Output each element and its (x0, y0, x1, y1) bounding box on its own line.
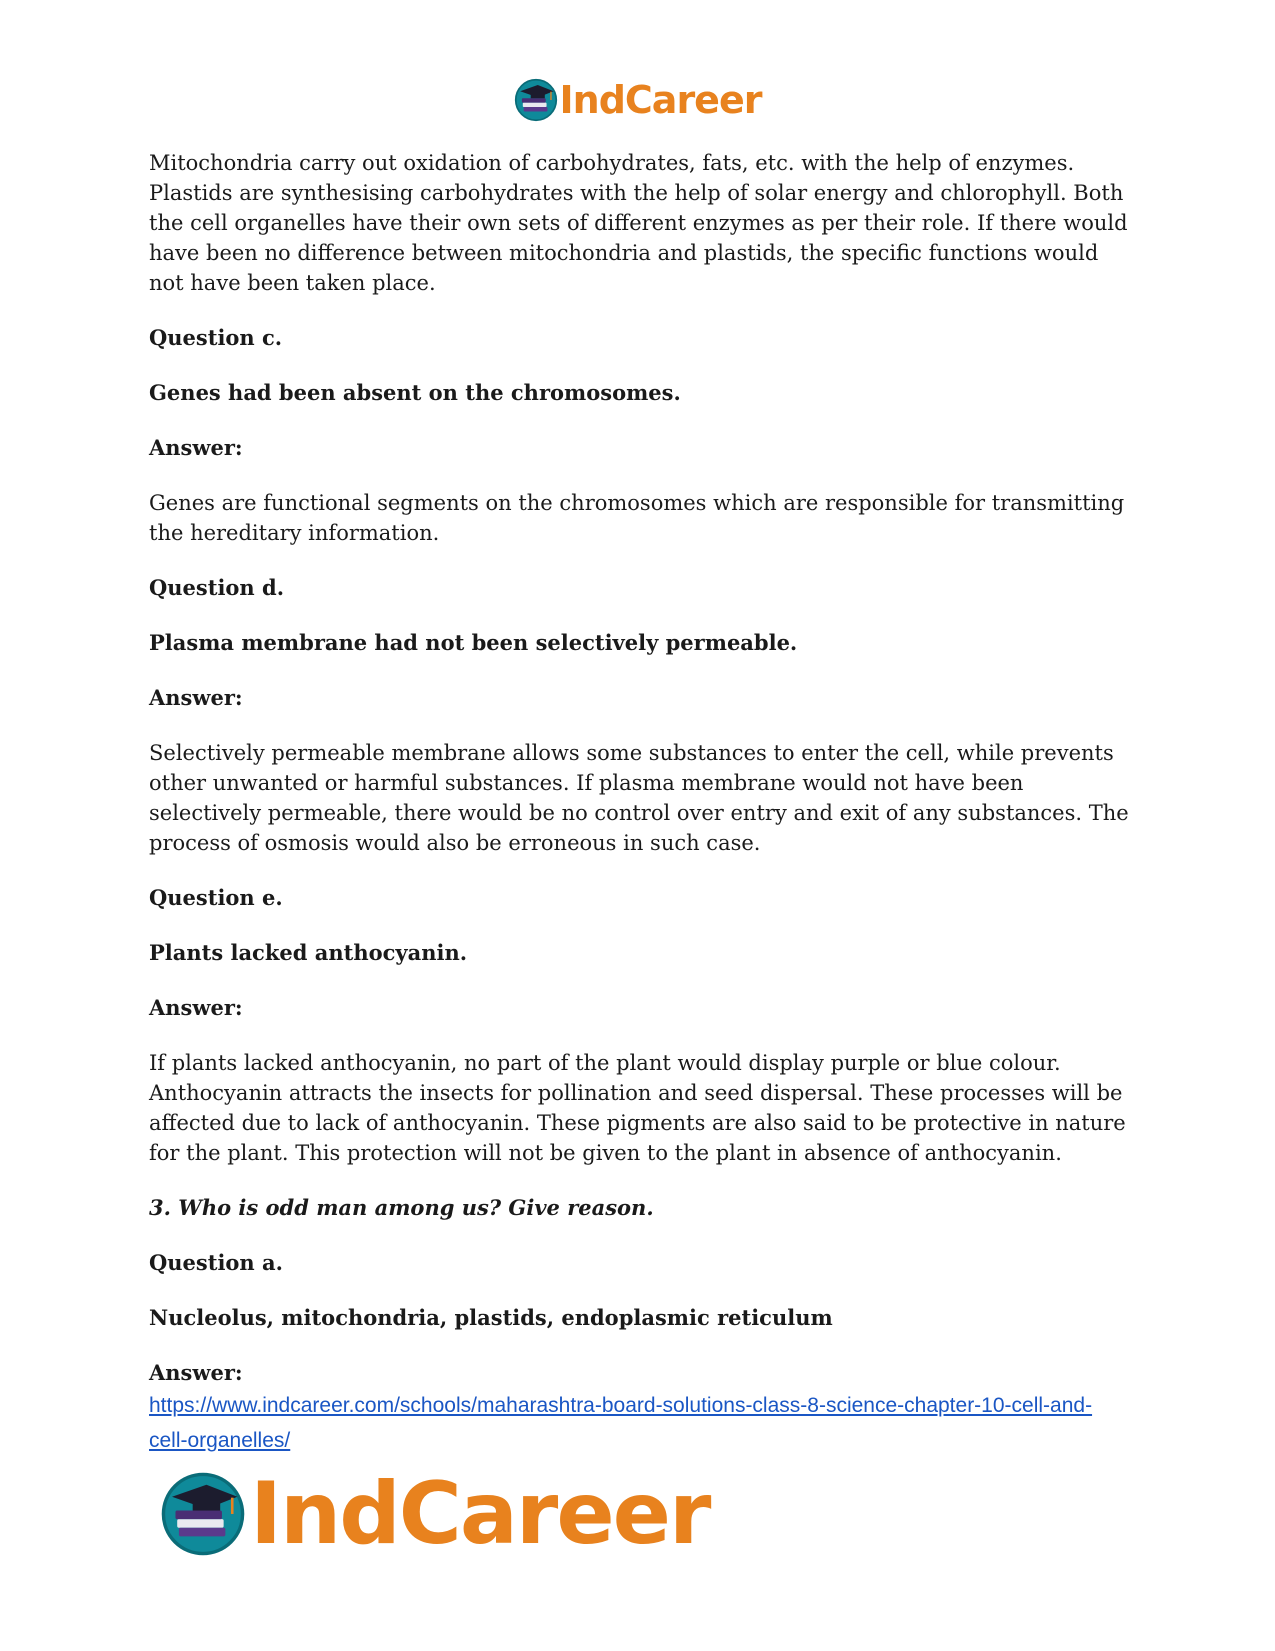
answer-label: Answer: (149, 435, 243, 460)
logo-wordmark: IndCareer (559, 78, 762, 122)
header-logo (0, 78, 1275, 122)
question-text: Plants lacked anthocyanin. (149, 940, 468, 965)
graduation-cap-book-icon (514, 78, 558, 122)
indcareer-logo (514, 78, 762, 122)
graduation-cap-book-icon (160, 1471, 246, 1557)
answer-label: Answer: (149, 685, 243, 710)
document-body (149, 148, 1129, 1458)
question-label: Question c. (149, 325, 283, 350)
source-link[interactable]: https://www.indcareer.com/schools/maharashtra-board-solutions-class-8-science-chapter-10-cell-and-cell-organelles/ (149, 1394, 1093, 1452)
question-text: Plasma membrane had not been selectively permeable. (149, 630, 798, 655)
answer-text: Selectively permeable membrane allows some substances to enter the cell, while prevents other unwanted or harmful substances. If plasma membrane would not have been selectively permeable, there would be no control over entry and exit of any substances. The process of osmosis would also be erroneous in such case. (149, 741, 1129, 855)
logo-wordmark: IndCareer (250, 1464, 710, 1564)
question-text: Nucleolus, mitochondria, plastids, endoplasmic reticulum (149, 1305, 833, 1330)
intro-paragraph: Mitochondria carry out oxidation of carbohydrates, fats, etc. with the help of enzymes. Plastids are synthesising carbohydrates with the help of solar energy and chlorophyll. Both the cell organelles have their own sets of different enzymes as per their role. If there would have been no difference between mitochondria and plastids, the specific functions would not have been taken place. (149, 151, 1128, 295)
section-heading: 3. Who is odd man among us? Give reason. (149, 1195, 654, 1220)
answer-text: If plants lacked anthocyanin, no part of the plant would display purple or blue colour. Anthocyanin attracts the insects for pollination and seed dispersal. These processes will be affected due to lack of anthocyanin. These pigments are also said to be protective in nature for the plant. This protection will not be given to the plant in absence of anthocyanin. (149, 1051, 1126, 1165)
question-label: Question a. (149, 1250, 283, 1275)
question-label: Question e. (149, 885, 283, 910)
indcareer-logo-large (160, 1466, 709, 1562)
question-text: Genes had been absent on the chromosomes. (149, 380, 681, 405)
answer-text: Genes are functional segments on the chromosomes which are responsible for transmitting the hereditary information. (149, 491, 1125, 545)
footer-logo (160, 1466, 709, 1562)
answer-label: Answer: (149, 995, 243, 1020)
answer-label: Answer: (149, 1360, 243, 1385)
question-label: Question d. (149, 575, 285, 600)
